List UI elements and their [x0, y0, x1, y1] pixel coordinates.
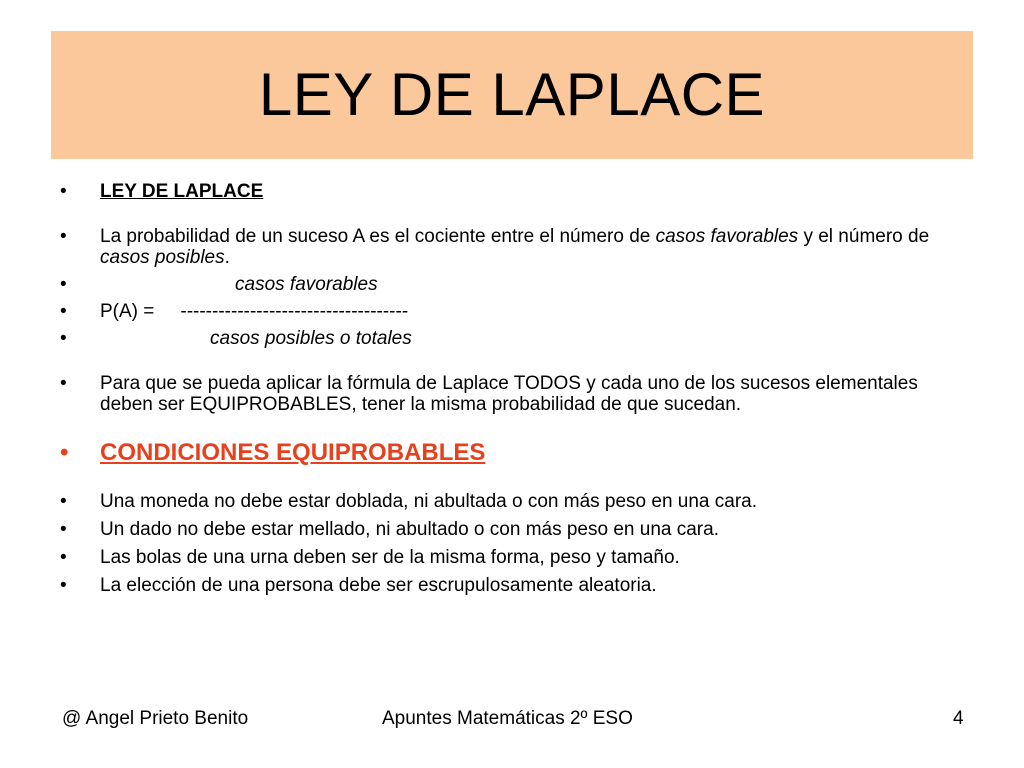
- condition-text: La elección de una persona debe ser escrupulosamente aleatoria.: [100, 575, 657, 596]
- formula-line: [100, 301, 970, 322]
- formula-numerator: [100, 274, 970, 295]
- denominator-text: casos posibles o totales: [210, 328, 412, 349]
- bullet-denominator: [60, 328, 970, 349]
- bullet-dot: •: [60, 547, 67, 568]
- bullet-dot: •: [60, 226, 67, 247]
- condition-item: [60, 519, 970, 540]
- footer-course: Apuntes Matemáticas 2º ESO: [382, 708, 633, 729]
- condition-item: [60, 547, 970, 568]
- bullet-formula-line: [60, 301, 970, 322]
- definition-part: .: [224, 247, 230, 268]
- bullet-dot: •: [60, 575, 67, 596]
- title-band: [51, 31, 973, 159]
- definition-italic-posibles: casos posibles: [100, 247, 225, 268]
- condition-text: Un dado no debe estar mellado, ni abultado o con más peso en una cara.: [100, 519, 719, 540]
- bullet-laplace-heading: [60, 181, 970, 202]
- definition-part: y el número de: [798, 226, 930, 247]
- definition-text: [100, 226, 970, 268]
- bullet-dot: •: [60, 274, 67, 295]
- bullet-equiprobable-note: [60, 373, 970, 415]
- numerator-text: casos favorables: [235, 274, 378, 295]
- slide-title: LEY DE LAPLACE: [258, 61, 766, 128]
- fraction-bar: ------------------------------------: [180, 301, 409, 322]
- bullet-dot: •: [60, 301, 67, 322]
- laplace-heading: LEY DE LAPLACE: [100, 181, 264, 202]
- bullet-dot: •: [60, 439, 69, 466]
- condition-item: [60, 575, 970, 596]
- bullet-conditions-heading: [60, 439, 970, 467]
- definition-italic-favorables: casos favorables: [655, 226, 799, 247]
- definition-part: La probabilidad de un suceso A es el cociente entre el número de: [100, 226, 656, 247]
- bullet-numerator: [60, 274, 970, 295]
- formula-denominator: [100, 328, 970, 349]
- slide-content: [60, 181, 970, 596]
- formula-lhs: P(A) =: [100, 301, 155, 322]
- bullet-dot: •: [60, 181, 67, 202]
- bullet-definition: [60, 226, 970, 268]
- conditions-heading: CONDICIONES EQUIPROBABLES: [100, 439, 486, 466]
- equiprobable-note: Para que se pueda aplicar la fórmula de Laplace TODOS y cada uno de los sucesos elementales deben ser EQUIPROBABLES, tener la misma probabilidad de que sucedan.: [100, 373, 918, 415]
- footer-author: @ Angel Prieto Benito: [62, 708, 249, 729]
- footer-page-number: 4: [953, 708, 964, 729]
- bullet-dot: •: [60, 519, 67, 540]
- condition-text: Una moneda no debe estar doblada, ni abultada o con más peso en una cara.: [100, 491, 758, 512]
- condition-item: [60, 491, 970, 512]
- bullet-dot: •: [60, 491, 67, 512]
- bullet-dot: •: [60, 328, 67, 349]
- condition-text: Las bolas de una urna deben ser de la misma forma, peso y tamaño.: [100, 547, 680, 568]
- bullet-dot: •: [60, 373, 67, 394]
